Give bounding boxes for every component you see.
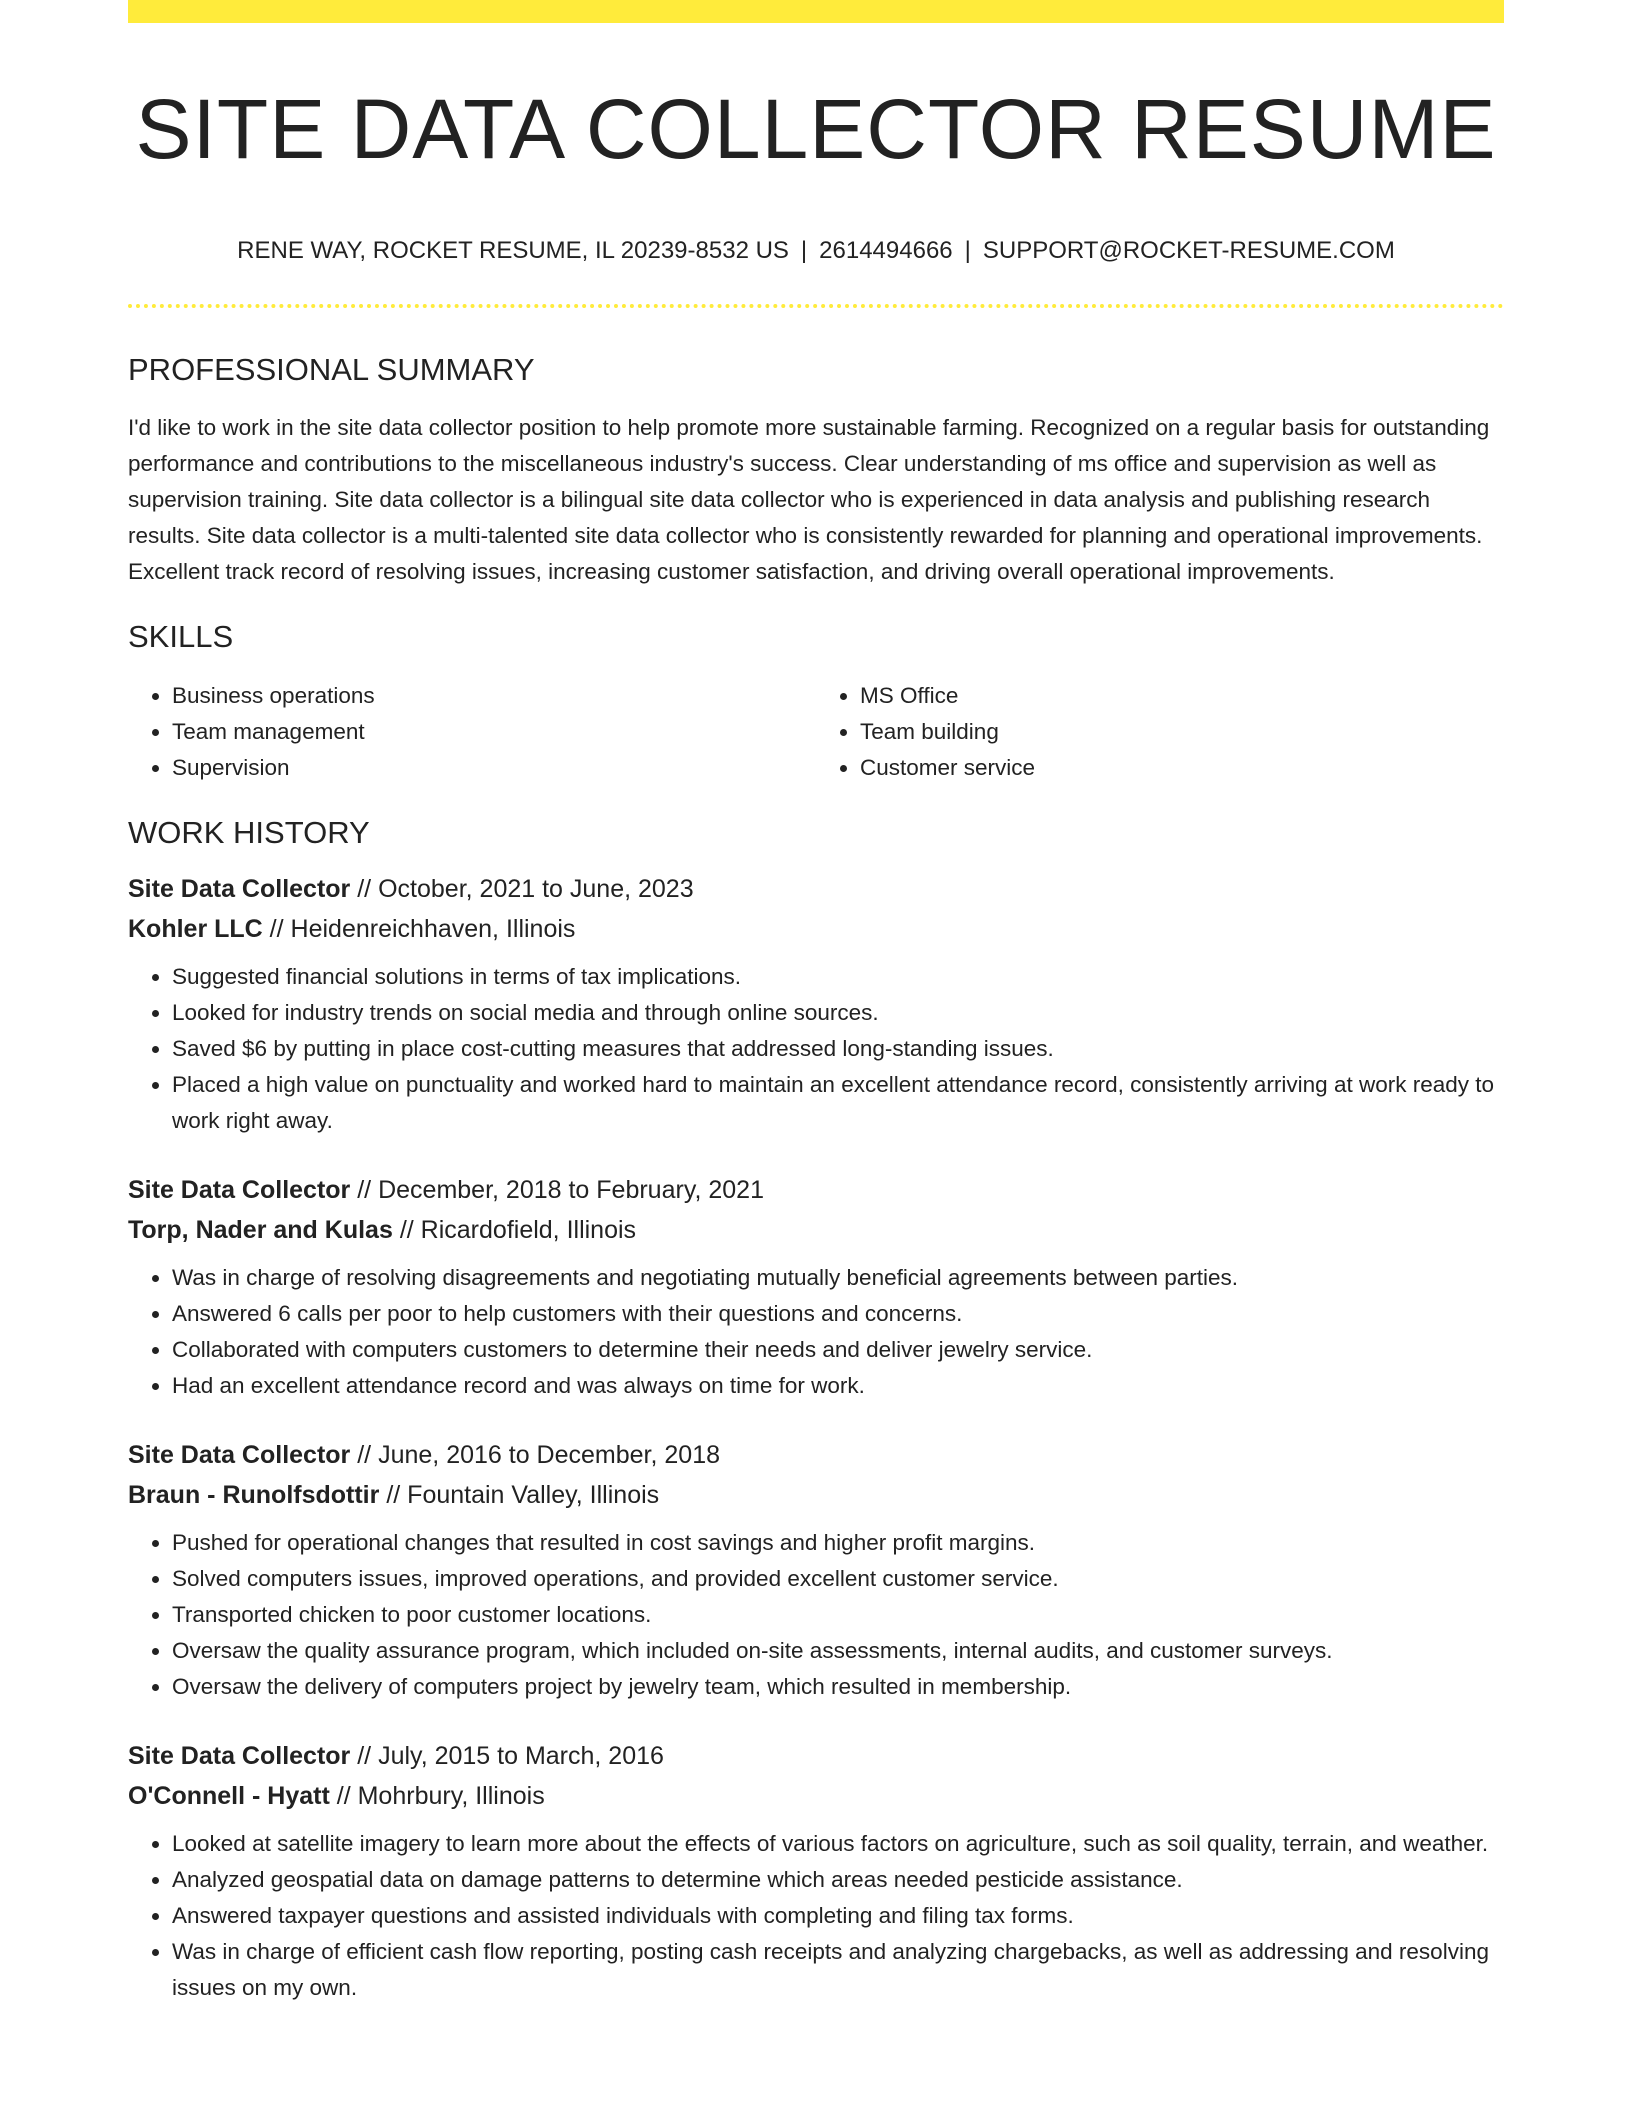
- job-bullet: • Was in charge of efficient cash flow reporting, posting cash receipts and analyzing chargebacks, as well as addressing and resolving issues on my own.: [172, 1934, 1504, 2006]
- job-bullet-list: [128, 1260, 1504, 1404]
- job-bullet: • Answered 6 calls per poor to help customers with their questions and concerns.: [172, 1296, 1504, 1332]
- skill-item: • Business operations: [172, 678, 816, 714]
- job-company: Braun - Runolfsdottir: [128, 1480, 380, 1509]
- job-location: Fountain Valley, Illinois: [407, 1480, 660, 1509]
- job-bullet-list: [128, 1826, 1504, 2006]
- job-company-line: [128, 1475, 1504, 1515]
- job-separator: //: [357, 874, 372, 903]
- summary-text: I'd like to work in the site data collector position to help promote more sustainable farming. Recognized on a regular basis for outstanding performance and contributions to the miscellaneous industry's success. Clear understanding of ms office and supervision as well as supervision training. Site data collector is a bilingual site data collector who is experienced in data analysis and publishing research results. Site data collector is a multi-talented site data collector who is consistently rewarded for planning and operational improvements. Excellent track record of resolving issues, increasing customer satisfaction, and driving overall operational improvements.: [128, 415, 1490, 585]
- job-bullet-list: [128, 1525, 1504, 1705]
- job-separator: //: [386, 1480, 401, 1509]
- job-company: O'Connell - Hyatt: [128, 1781, 330, 1810]
- job-separator: //: [336, 1781, 351, 1810]
- job-dates: December, 2018 to February, 2021: [378, 1175, 764, 1204]
- job-dates: July, 2015 to March, 2016: [378, 1741, 664, 1770]
- job-bullet: • Looked at satellite imagery to learn more about the effects of various factors on agriculture, such as soil quality, terrain, and weather.: [172, 1826, 1504, 1862]
- contact-separator: |: [964, 237, 971, 265]
- job-entry: [128, 1736, 1504, 2006]
- job-bullet: • Saved $6 by putting in place cost-cutting measures that addressed long-standing issues.: [172, 1031, 1504, 1067]
- job-company: Torp, Nader and Kulas: [128, 1215, 393, 1244]
- job-bullet: • Had an excellent attendance record and was always on time for work.: [172, 1368, 1504, 1404]
- job-dates: October, 2021 to June, 2023: [378, 874, 694, 903]
- job-title-line: [128, 1435, 1504, 1475]
- skill-item: • MS Office: [860, 678, 1504, 714]
- job-title-line: [128, 1170, 1504, 1210]
- job-title: Site Data Collector: [128, 874, 351, 903]
- contact-line: [128, 237, 1504, 266]
- summary-heading: PROFESSIONAL SUMMARY: [128, 352, 535, 388]
- job-entry: [128, 1435, 1504, 1705]
- job-bullet-list: [128, 959, 1504, 1139]
- resume-page: [128, 0, 1504, 2006]
- skill-item: • Supervision: [172, 750, 816, 786]
- job-bullet: • Oversaw the delivery of computers project by jewelry team, which resulted in membership.: [172, 1669, 1504, 1705]
- job-separator: //: [357, 1440, 372, 1469]
- job-bullet: • Placed a high value on punctuality and worked hard to maintain an excellent attendance record, consistently arriving at work ready to work right away.: [172, 1067, 1504, 1139]
- job-bullet: • Pushed for operational changes that resulted in cost savings and higher profit margins.: [172, 1525, 1504, 1561]
- job-bullet: • Collaborated with computers customers to determine their needs and deliver jewelry service.: [172, 1332, 1504, 1368]
- job-bullet: • Solved computers issues, improved operations, and provided excellent customer service.: [172, 1561, 1504, 1597]
- dotted-divider: [128, 304, 1504, 308]
- top-accent-bar: [128, 0, 1504, 23]
- contact-address: RENE WAY, ROCKET RESUME, IL 20239-8532 US: [237, 237, 789, 265]
- job-bullet: • Answered taxpayer questions and assisted individuals with completing and filing tax forms.: [172, 1898, 1504, 1934]
- job-entry: [128, 1170, 1504, 1404]
- work-history-heading: WORK HISTORY: [128, 814, 370, 850]
- skills-list-left: [128, 678, 816, 786]
- job-separator: //: [357, 1741, 372, 1770]
- job-location: Heidenreichhaven, Illinois: [290, 914, 576, 943]
- skills-list-right: [816, 678, 1504, 786]
- skills-grid: [128, 678, 1504, 786]
- job-separator: //: [357, 1175, 372, 1204]
- skill-item: • Customer service: [860, 750, 1504, 786]
- job-company: Kohler LLC: [128, 914, 263, 943]
- job-location: Mohrbury, Illinois: [357, 1781, 545, 1810]
- job-title: Site Data Collector: [128, 1440, 351, 1469]
- job-title: Site Data Collector: [128, 1741, 351, 1770]
- job-dates: June, 2016 to December, 2018: [378, 1440, 721, 1469]
- job-title-line: [128, 869, 1504, 909]
- job-company-line: [128, 1210, 1504, 1250]
- contact-phone: 2614494666: [819, 237, 953, 265]
- skill-item: • Team building: [860, 714, 1504, 750]
- job-separator: //: [269, 914, 284, 943]
- job-bullet: • Transported chicken to poor customer locations.: [172, 1597, 1504, 1633]
- job-entry: [128, 869, 1504, 1139]
- contact-separator: |: [800, 237, 808, 265]
- job-company-line: [128, 909, 1504, 949]
- job-title: Site Data Collector: [128, 1175, 351, 1204]
- job-bullet: • Suggested financial solutions in terms of tax implications.: [172, 959, 1504, 995]
- job-bullet: • Oversaw the quality assurance program, which included on-site assessments, internal audits, and customer surveys.: [172, 1633, 1504, 1669]
- job-separator: //: [399, 1215, 414, 1244]
- page-title: SITE DATA COLLECTOR RESUME: [135, 82, 1497, 176]
- job-bullet: • Was in charge of resolving disagreements and negotiating mutually beneficial agreements between parties.: [172, 1260, 1504, 1296]
- contact-email: SUPPORT@ROCKET-RESUME.COM: [982, 237, 1395, 265]
- job-bullet: • Looked for industry trends on social media and through online sources.: [172, 995, 1504, 1031]
- job-company-line: [128, 1776, 1504, 1816]
- job-title-line: [128, 1736, 1504, 1776]
- skill-item: • Team management: [172, 714, 816, 750]
- job-location: Ricardofield, Illinois: [420, 1215, 637, 1244]
- skills-heading: SKILLS: [128, 619, 234, 655]
- job-bullet: • Analyzed geospatial data on damage patterns to determine which areas needed pesticide assistance.: [172, 1862, 1504, 1898]
